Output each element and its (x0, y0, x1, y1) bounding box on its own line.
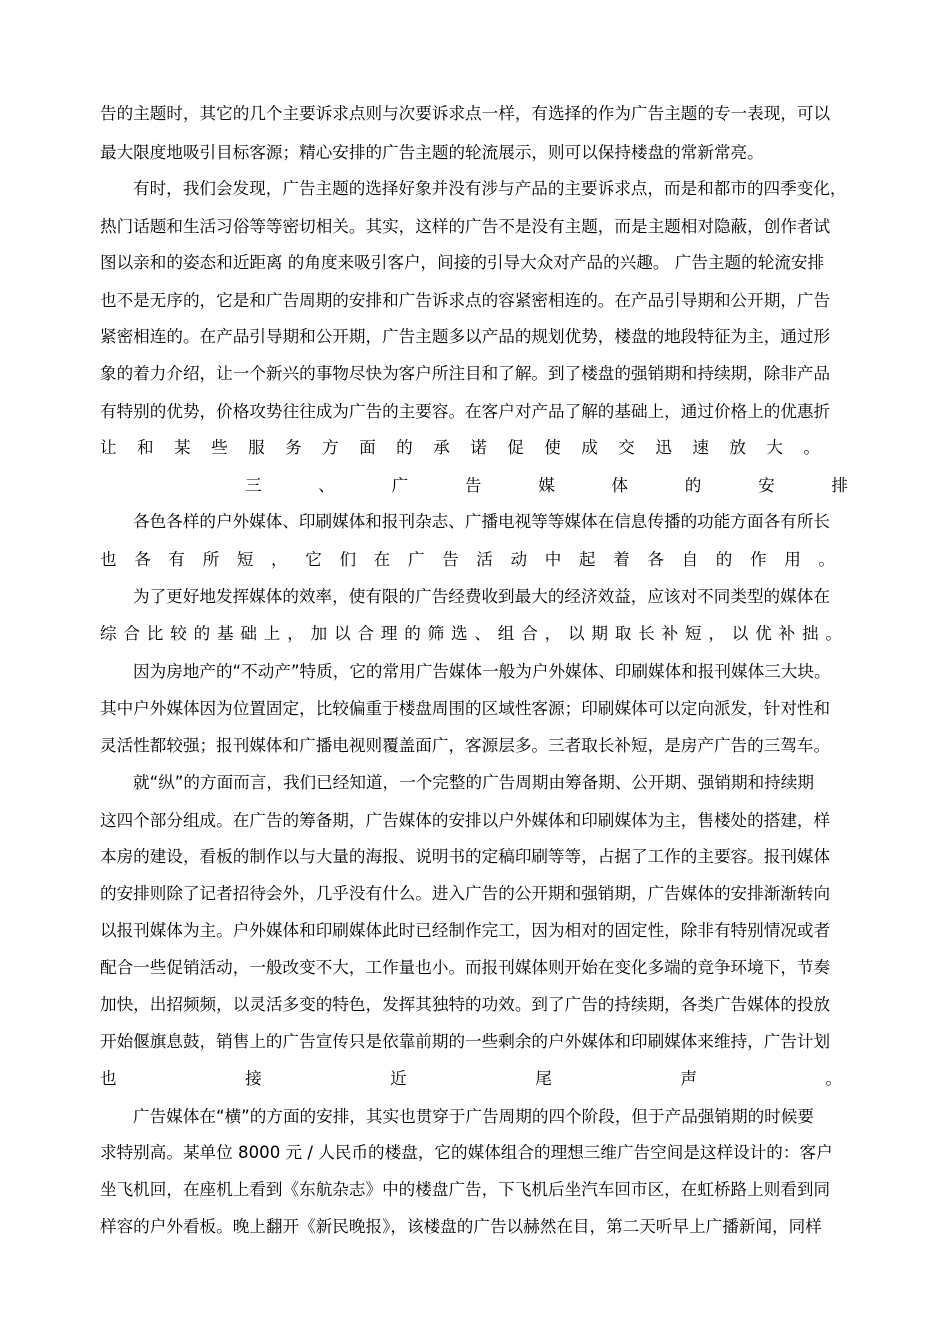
body-text-line: 加快，出招频频，以灵活多变的特色，发挥其独特的功效。到了广告的持续期，各类广告媒体的投放 (100, 995, 831, 1014)
body-text-line: 紧密相连的。在产品引导期和公开期，广告主题多以产品的规划优势，楼盘的地段特征为主，通过形 (100, 327, 831, 346)
body-text-line: 求特别高。某单位 8000 元 / 人民币的楼盘，它的媒体组合的理想三维广告空间是这样设计的：客户 (100, 1143, 833, 1162)
body-text-line: 本房的建设，看板的制作以与大量的海报、说明书的定稿印刷等等，占据了工作的主要容。报刊媒体 (100, 847, 831, 866)
section-heading: 三、广告媒体的安排 (245, 476, 848, 495)
paragraph-first-line: 因为房地产的“不动产”特质，它的常用广告媒体一般为户外媒体、印刷媒体和报刊媒体三大块。 (133, 662, 831, 681)
paragraph-first-line: 就“纵”的方面而言，我们已经知道，一个完整的广告周期由筹备期、公开期、强销期和持续期 (133, 773, 814, 792)
body-text-line: 最大限度地吸引目标客源；精心安排的广告主题的轮流展示，则可以保持楼盘的常新常亮。 (100, 143, 764, 162)
body-text-line: 综合比较的基础上，加以合理的筛选、组合，以期取长补短，以优补拙。 (100, 624, 842, 643)
body-text-line: 样容的户外看板。晚上翻开《新民晚报》，该楼盘的广告以赫然在目，第二天听早上广播新闻，同样 (100, 1217, 822, 1236)
body-text-line: 也各有所短，它们在广告活动中起着各自的作用。 (100, 550, 835, 569)
paragraph-first-line: 各色各样的户外媒体、印刷媒体和报刊杂志、广播电视等等媒体在信息传播的功能方面各有所长 (133, 512, 830, 531)
body-text-line: 开始偃旗息鼓，销售上的广告宣传只是依靠前期的一些剩余的户外媒体和印刷媒体来维持，广告计划 (100, 1032, 831, 1051)
body-text-line: 也不是无序的，它是和广告周期的安排和广告诉求点的容紧密相连的。在产品引导期和公开期，广告 (100, 291, 831, 310)
body-text-line: 这四个部分组成。在广告的筹备期，广告媒体的安排以户外媒体和印刷媒体为主，售楼处的搭建，样 (100, 811, 831, 830)
body-text-line: 有特别的优势，价格攻势往往成为广告的主要容。在客户对产品了解的基础上，通过价格上的优惠折 (100, 402, 831, 421)
body-text-line: 灵活性都较强；报刊媒体和广播电视则覆盖面广，客源层多。三者取长补短，是房产广告的三驾车。 (100, 736, 831, 755)
paragraph-first-line: 为了更好地发挥媒体的效率，使有限的广告经费收到最大的经济效益，应该对不同类型的媒体在 (133, 587, 830, 606)
body-text-line: 坐飞机回，在座机上看到《东航杂志》中的楼盘广告，下飞机后坐汽车回市区，在虹桥路上则看到同 (100, 1180, 831, 1199)
body-text-line: 配合一些促销活动，一般改变不大，工作量也小。而报刊媒体则开始在变化多端的竞争环境下，节奏 (100, 958, 831, 977)
paragraph-first-line: 广告媒体在“横”的方面的安排，其实也贯穿于广告周期的四个阶段，但于产品强销期的时候要 (133, 1107, 814, 1126)
body-text-line: 告的主题时，其它的几个主要诉求点则与次要诉求点一样，有选择的作为广告主题的专一表现，可以 (100, 104, 831, 123)
body-text-line: 图以亲和的姿态和近距离 的角度来吸引客户，间接的引导大众对产品的兴趣。 广告主题的轮流安排 (100, 253, 825, 272)
body-text-line: 的安排则除了记者招待会外，几乎没有什么。进入广告的公开期和强销期，广告媒体的安排渐渐转向 (100, 884, 831, 903)
body-text-line: 其中户外媒体因为位置固定，比较偏重于楼盘周围的区域性客源；印刷媒体可以定向派发，针对性和 (100, 699, 831, 718)
body-text-line: 也接近尾声。 (100, 1069, 842, 1088)
body-text-line: 以报刊媒体为主。户外媒体和印刷媒体此时已经制作完工，因为相对的固定性，除非有特别情况或者 (100, 921, 831, 940)
body-text-line: 热门话题和生活习俗等等密切相关。其实，这样的广告不是没有主题，而是主题相对隐蔽，创作者试 (100, 217, 831, 236)
body-text-line: 让和某些服务方面的承诺促使成交迅速放大。 (100, 438, 820, 457)
paragraph-first-line: 有时，我们会发现，广告主题的选择好象并没有涉与产品的主要诉求点，而是和都市的四季变化， (133, 179, 847, 198)
body-text-line: 象的着力介绍，让一个新兴的事物尽快为客户所注目和了解。到了楼盘的强销期和持续期，除非产品 (100, 364, 831, 383)
